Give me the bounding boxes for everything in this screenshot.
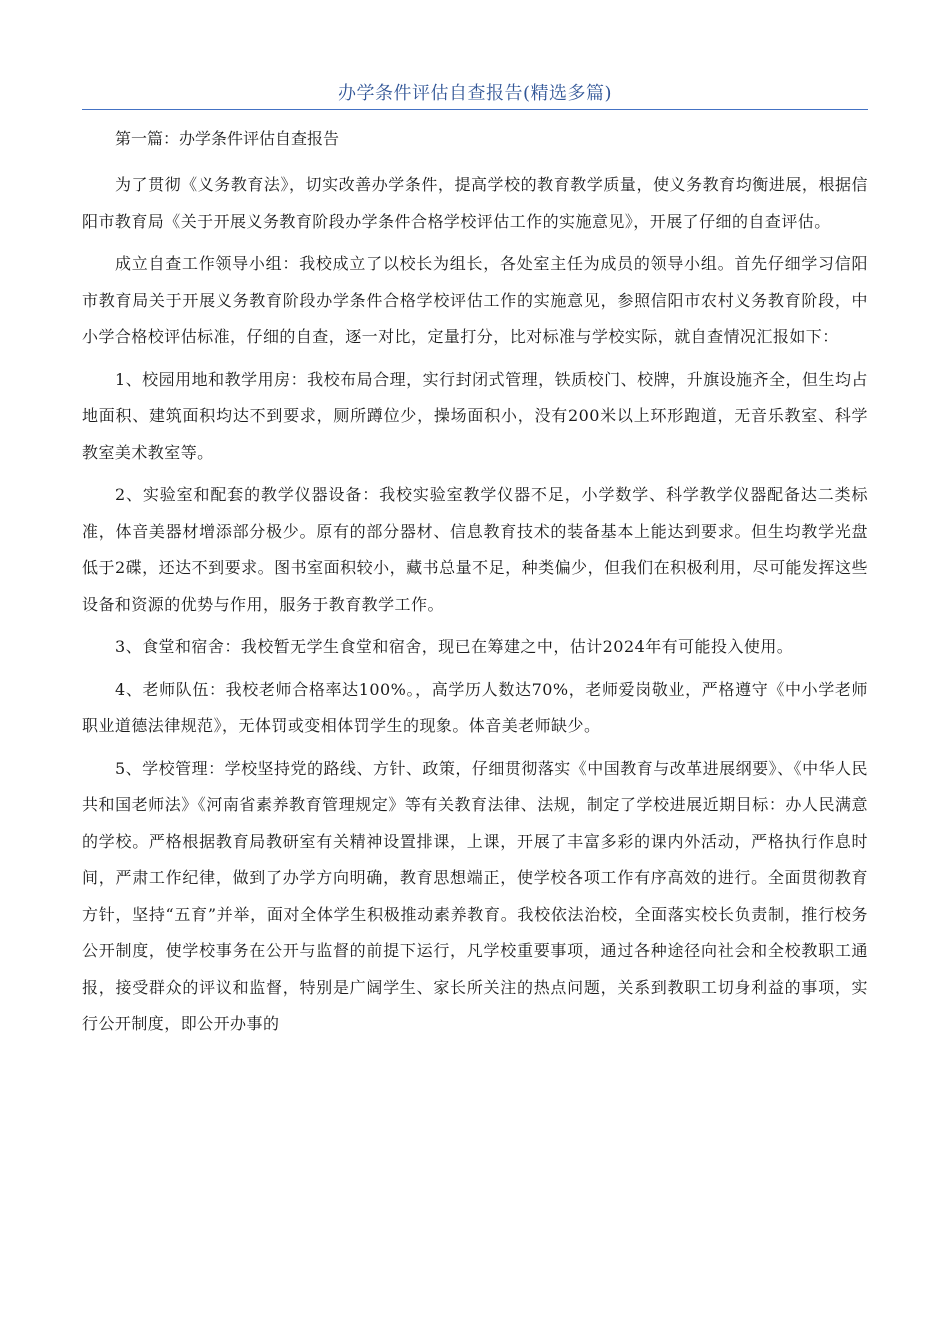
paragraph-intro: 为了贯彻《义务教育法》，切实改善办学条件，提高学校的教育教学质量，使义务教育均衡进展，根据信阳市教育局《关于开展义务教育阶段办学条件合格学校评估工作的实施意见》，开展了仔细的自查评估。 (82, 175, 868, 231)
paragraph-item-5-management: 5、学校管理：学校坚持党的路线、方针、政策，仔细贯彻落实《中国教育与改革进展纲要》、《中华人民共和国老师法》《河南省素养教育管理规定》等有关教育法律、法规，制定了学校进展近期目标：办人民满意的学校。严格根据教育局教研室有关精神设置排课，上课，开展了丰富多彩的课内外活动，严格执行作息时间，严肃工作纪律，做到了办学方向明确，教育思想端正，使学校各项工作有序高效的进行。全面贯彻教育方针，坚持“五育”并举，面对全体学生积极推动素养教育。我校依法治校，全面落实校长负责制，推行校务公开制度，使学校事务在公开与监督的前提下运行，凡学校重要事项，通过各种途径向社会和全校教职工通报，接受群众的评议和监督，特别是广阔学生、家长所关注的热点问题，关系到教职工切身利益的事项，实行公开制度，即公开办事的 (82, 758, 868, 1033)
paragraph-item-1-campus: 1、校园用地和教学用房：我校布局合理，实行封闭式管理，铁质校门、校牌，升旗设施齐全，但生均占地面积、建筑面积均达不到要求，厕所蹲位少，操场面积小，没有200米以上环形跑道，无音乐教室、科学教室美术教室等。 (82, 369, 868, 462)
paragraph-item-4-teachers: 4、老师队伍：我校老师合格率达100%。，高学历人数达70%，老师爱岗敬业，严格遵守《中小学老师职业道德法律规范》，无体罚或变相体罚学生的现象。体音美老师缺少。 (82, 679, 868, 735)
title-underline (82, 109, 868, 110)
document-header (82, 80, 868, 108)
paragraph-leadership-group: 成立自查工作领导小组：我校成立了以校长为组长，各处室主任为成员的领导小组。首先仔细学习信阳市教育局关于开展义务教育阶段办学条件合格学校评估工作的实施意见，参照信阳市农村义务教育阶段，中小学合格校评估标准，仔细的自查，逐一对比，定量打分，比对标准与学校实际，就自查情况汇报如下： (82, 254, 868, 346)
paragraph-item-2-laboratory: 2、实验室和配套的教学仪器设备：我校实验室教学仪器不足，小学数学、科学教学仪器配备达二类标准，体音美器材增添部分极少。原有的部分器材、信息教育技术的装备基本上能达到要求。但生均教学光盘低于2碟，还达不到要求。图书室面积较小，藏书总量不足，种类偏少，但我们在积极利用，尽可能发挥这些设备和资源的优势与作用，服务于教育教学工作。 (82, 485, 868, 614)
section-heading: 第一篇：办学条件评估自查报告 (115, 129, 340, 148)
paragraph-item-3-canteen: 3、食堂和宿舍：我校暂无学生食堂和宿舍，现已在筹建之中，估计2024年有可能投入使用。 (115, 637, 794, 656)
document-title: 办学条件评估自查报告(精选多篇) (337, 83, 613, 104)
document-body (82, 124, 868, 1049)
